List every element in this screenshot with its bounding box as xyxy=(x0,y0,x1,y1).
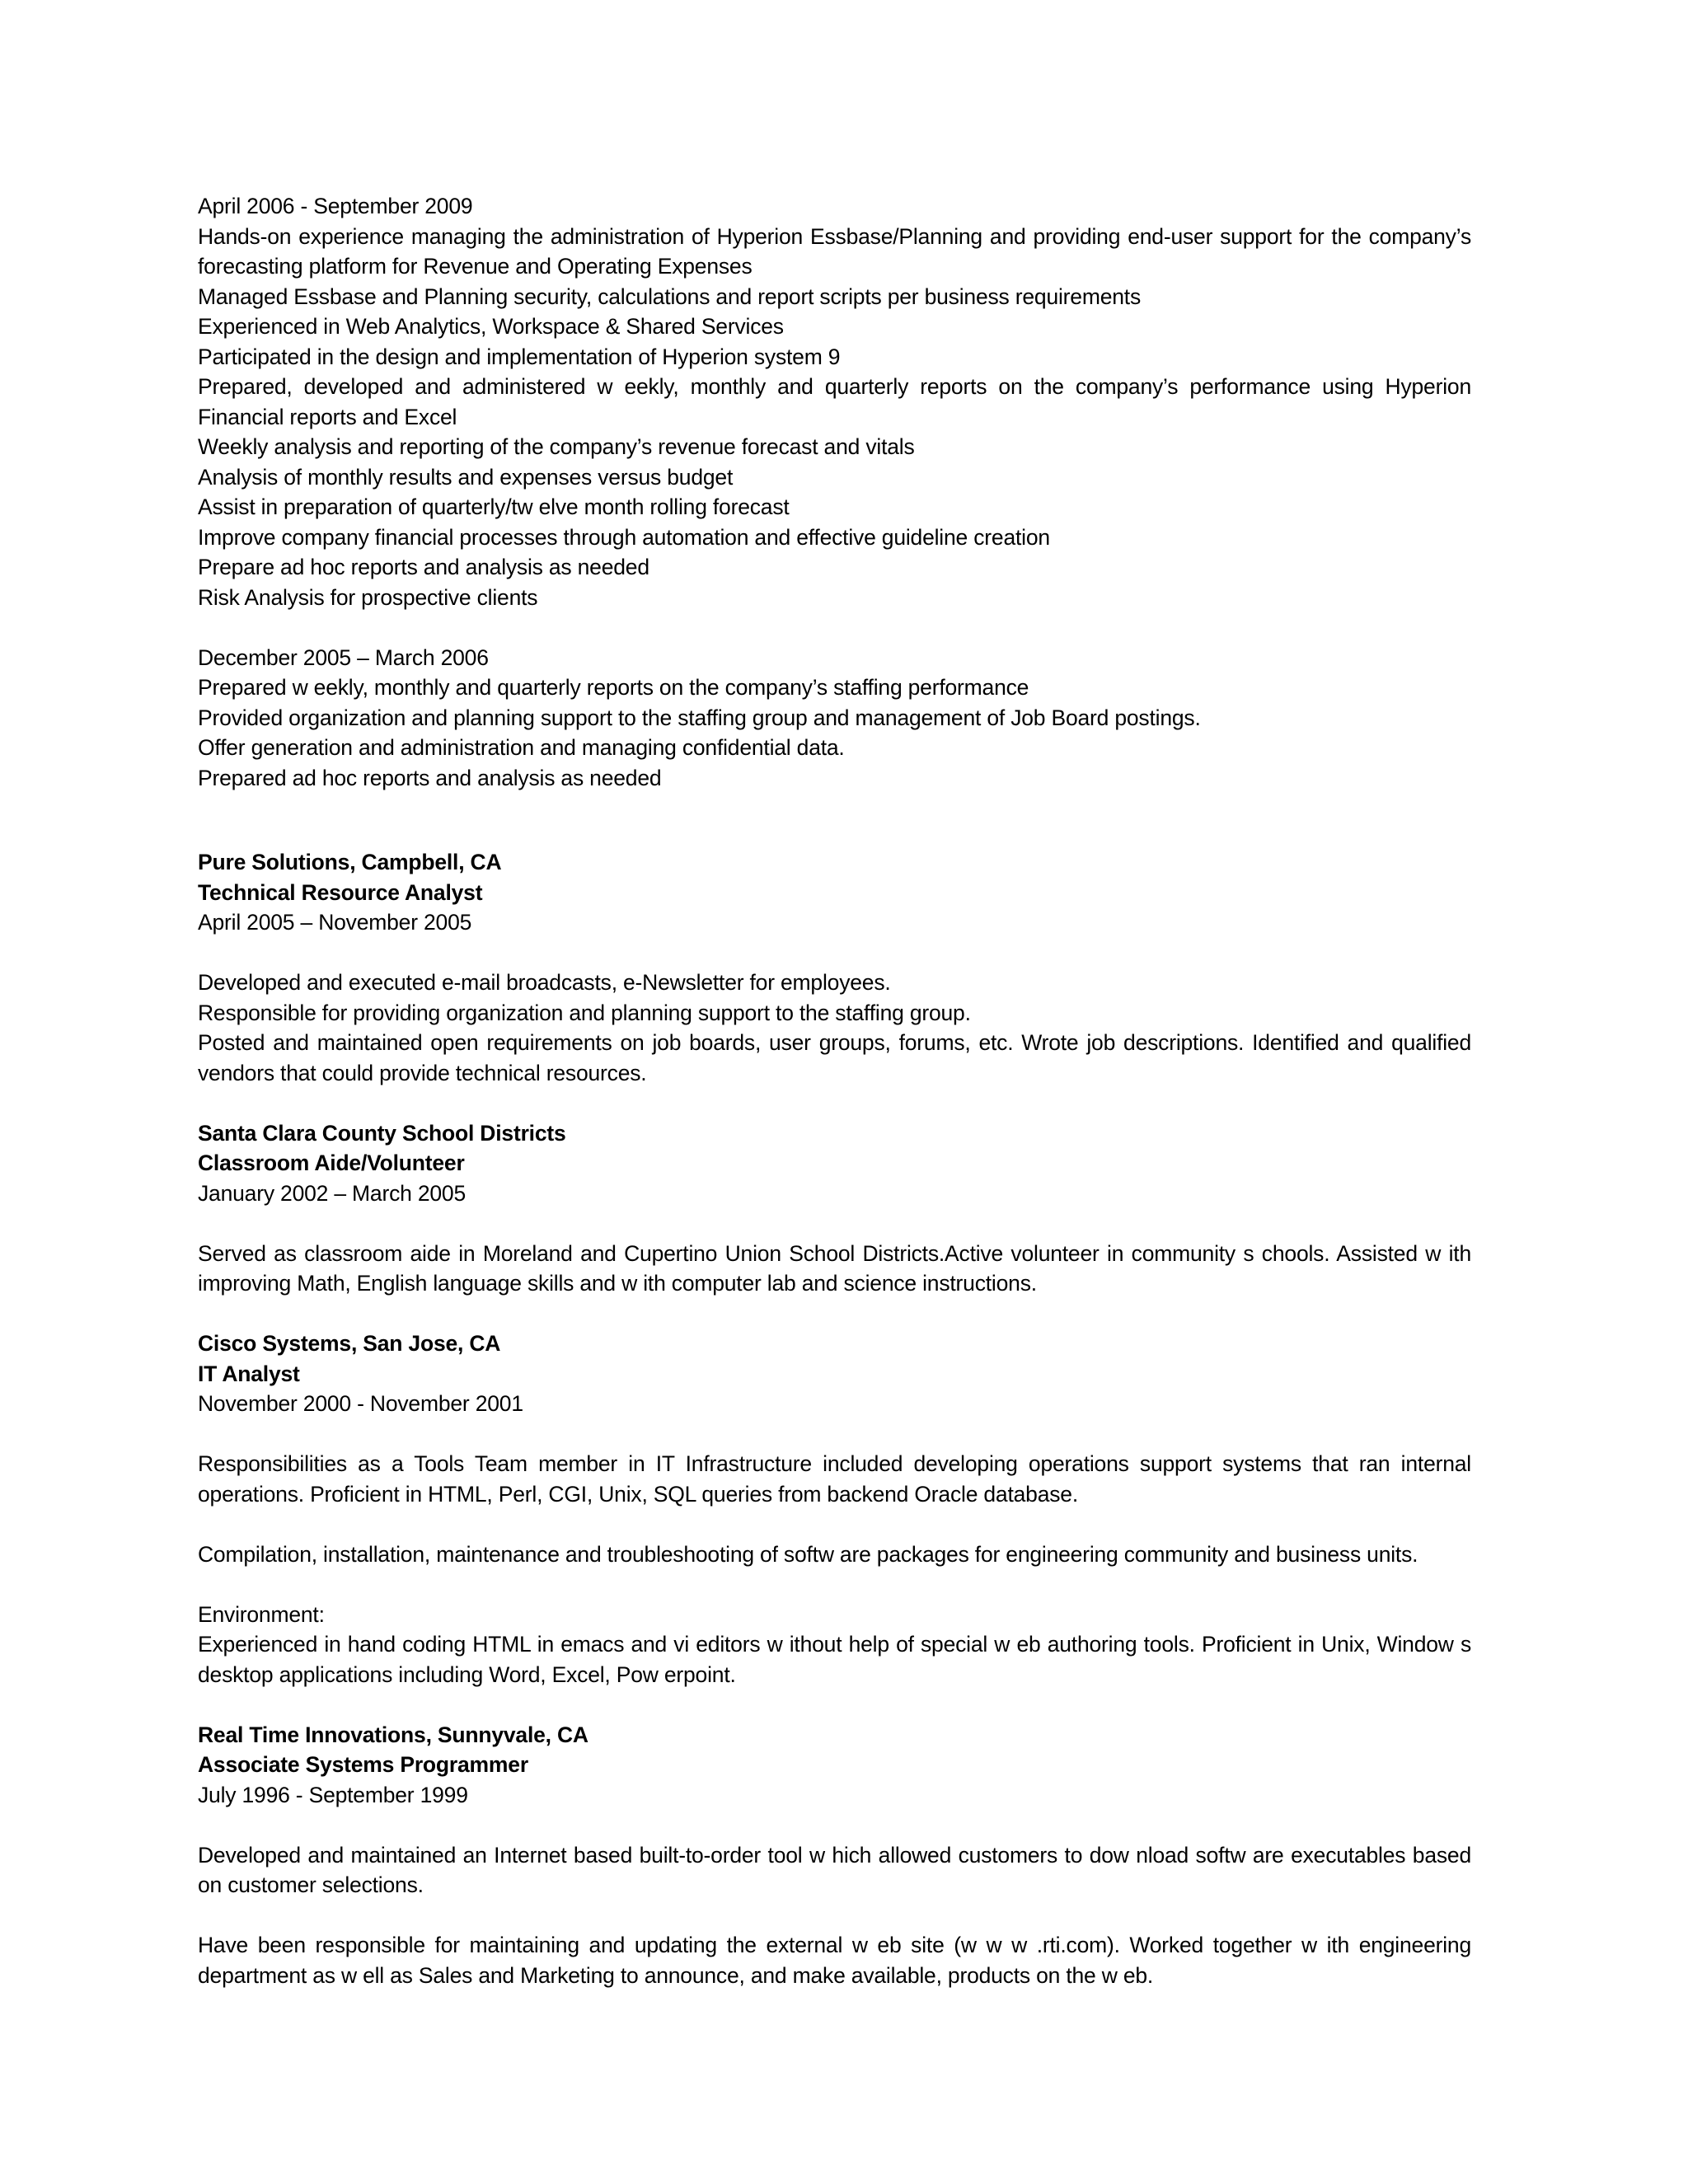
spacer xyxy=(198,1690,1471,1720)
company-name: Santa Clara County School Districts xyxy=(198,1120,566,1146)
job-title: Classroom Aide/Volunteer xyxy=(198,1151,465,1175)
dates-line: November 2000 - November 2001 xyxy=(198,1391,523,1416)
dates-line: July 1996 - September 1999 xyxy=(198,1782,468,1807)
bullet-line: Experienced in Web Analytics, Workspace & Shared Services xyxy=(198,314,784,339)
spacer xyxy=(198,793,1471,847)
experience-block-2006-2009 xyxy=(198,191,1471,612)
company-name: Real Time Innovations, Sunnyvale, CA xyxy=(198,1722,588,1747)
job-description: Have been responsible for maintaining and updating the external w eb site (w w w .rti.com). Worked together w ith engineering department as w ell as Sales and Marketing to announce, and make available, products on the w eb. xyxy=(198,1933,1471,1988)
bullet-line: Prepared ad hoc reports and analysis as needed xyxy=(198,765,662,790)
bullet-line: Offer generation and administration and managing confidential data. xyxy=(198,735,845,760)
company-name: Cisco Systems, San Jose, CA xyxy=(198,1331,501,1356)
job-cisco xyxy=(198,1329,1471,1690)
spacer xyxy=(198,1509,1471,1540)
job-description: Served as classroom aide in Moreland and Cupertino Union School Districts.Active volunteer in community s chools. Assisted w ith improving Math, English language skills and w ith computer lab and science instructions. xyxy=(198,1240,1471,1296)
bullet-line: Weekly analysis and reporting of the company’s revenue forecast and vitals xyxy=(198,434,915,459)
bullet-line: Risk Analysis for prospective clients xyxy=(198,584,538,610)
environment-text: Experienced in hand coding HTML in emacs and vi editors w ithout help of special w eb authoring tools. Proficient in Unix, Window s desktop applications including Word, Excel, Pow erpoint. xyxy=(198,1632,1471,1687)
bullet-line: Posted and maintained open requirements on job boards, user groups, forums, etc. Wrote job descriptions. Identified and qualified vendors that could provide technical resources. xyxy=(198,1030,1471,1085)
dates-line: January 2002 – March 2005 xyxy=(198,1180,466,1206)
bullet-line: Analysis of monthly results and expenses versus budget xyxy=(198,464,734,490)
job-description: Developed and maintained an Internet based built-to-order tool w hich allowed customers to dow nload softw are executables based on customer selections. xyxy=(198,1842,1471,1897)
spacer xyxy=(198,1208,1471,1239)
bullet-line: Participated in the design and implementation of Hyperion system 9 xyxy=(198,344,841,369)
job-title: Technical Resource Analyst xyxy=(198,879,483,905)
job-rti xyxy=(198,1720,1471,1991)
bullet-line: Assist in preparation of quarterly/tw elve month rolling forecast xyxy=(198,494,790,519)
job-title: IT Analyst xyxy=(198,1361,300,1386)
resume-page xyxy=(198,191,1471,1990)
spacer xyxy=(198,1900,1471,1931)
spacer xyxy=(198,612,1471,643)
job-pure-solutions xyxy=(198,847,1471,1088)
spacer xyxy=(198,1299,1471,1329)
spacer xyxy=(198,938,1471,968)
dates-line: April 2006 - September 2009 xyxy=(198,194,473,218)
bullet-line: Provided organization and planning support to the staffing group and management of Job Board postings. xyxy=(198,705,1201,730)
bullet-line: Prepare ad hoc reports and analysis as needed xyxy=(198,555,649,579)
bullet-line: Developed and executed e-mail broadcasts, e-Newsletter for employees. xyxy=(198,970,891,995)
job-description: Compilation, installation, maintenance and troubleshooting of softw are packages for engineering community and business units. xyxy=(198,1541,1418,1567)
dates-line: April 2005 – November 2005 xyxy=(198,910,472,935)
company-name: Pure Solutions, Campbell, CA xyxy=(198,850,502,874)
environment-label: Environment: xyxy=(198,1601,325,1627)
bullet-line: Prepared w eekly, monthly and quarterly reports on the company’s staffing performance xyxy=(198,675,1029,700)
bullet-line: Managed Essbase and Planning security, calculations and report scripts per business requirements xyxy=(198,284,1141,309)
bullet-line: Responsible for providing organization and planning support to the staffing group. xyxy=(198,1000,971,1025)
experience-block-2005-2006 xyxy=(198,643,1471,794)
job-santa-clara xyxy=(198,1118,1471,1299)
bullet-line: Prepared, developed and administered w eekly, monthly and quarterly reports on the company’s performance using Hyperion Financial reports and Excel xyxy=(198,374,1471,429)
job-description: Responsibilities as a Tools Team member in IT Infrastructure included developing operations support systems that ran internal operations. Proficient in HTML, Perl, CGI, Unix, SQL queries from backend Oracle database. xyxy=(198,1451,1471,1507)
job-title: Associate Systems Programmer xyxy=(198,1752,528,1777)
bullet-line: Hands-on experience managing the administration of Hyperion Essbase/Planning and providing end-user support for the company’s forecasting platform for Revenue and Operating Expenses xyxy=(198,223,1471,279)
spacer xyxy=(198,1419,1471,1450)
spacer xyxy=(198,1810,1471,1840)
dates-line: December 2005 – March 2006 xyxy=(198,644,489,670)
spacer xyxy=(198,1088,1471,1118)
bullet-line: Improve company financial processes through automation and effective guideline creation xyxy=(198,524,1050,550)
spacer xyxy=(198,1569,1471,1600)
